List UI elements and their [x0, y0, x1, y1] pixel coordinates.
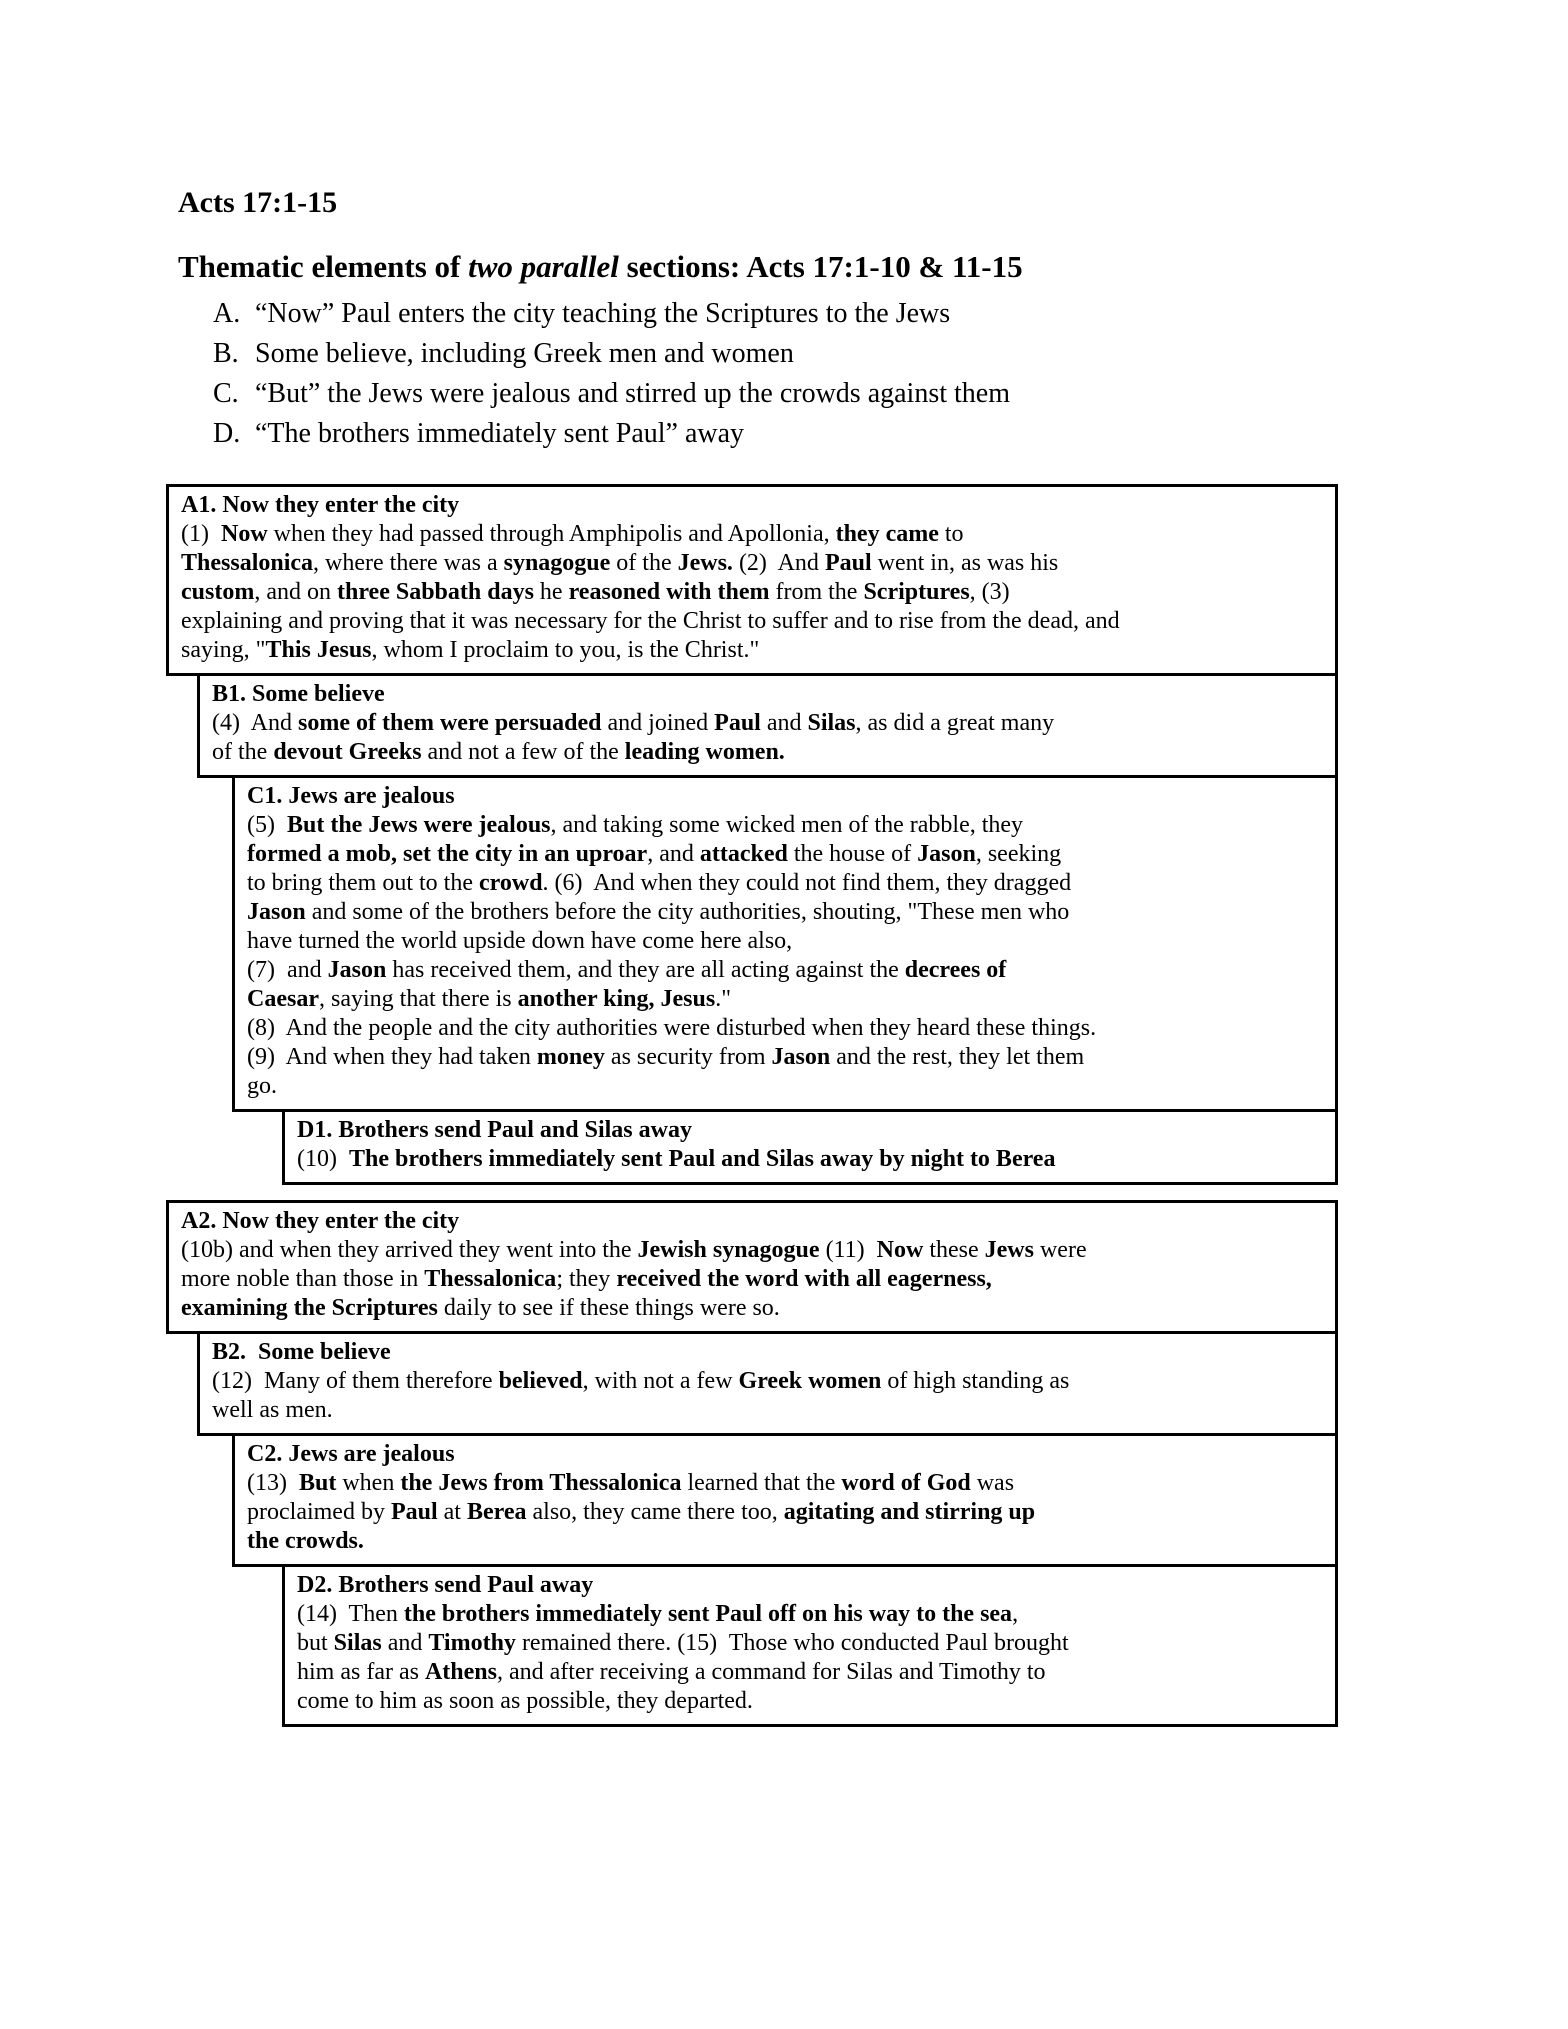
text: well as men. — [212, 1397, 333, 1424]
outline-letter: B. — [213, 338, 239, 370]
text: (5) — [247, 812, 287, 839]
page-title: Acts 17:1-15 — [178, 186, 338, 219]
bold-text: attacked — [699, 841, 788, 868]
bold-text: they came — [835, 521, 939, 548]
box-a1-line — [181, 578, 1321, 607]
outline-text: “But” the Jews were jealous and stirred up the crowds against them — [255, 378, 1011, 410]
bold-text: Jason — [771, 1044, 831, 1071]
text: from the — [769, 579, 864, 606]
text: (11) — [819, 1237, 877, 1264]
bold-text: Now — [876, 1237, 924, 1264]
box-d2-line — [297, 1600, 1321, 1629]
box-c1-heading: C1. Jews are jealous — [247, 783, 455, 810]
box-d2 — [282, 1564, 1338, 1727]
box-b2 — [197, 1331, 1338, 1436]
box-a1-line — [181, 520, 1321, 549]
bold-text: Jason — [247, 899, 306, 926]
bold-text: word of God — [841, 1470, 971, 1497]
text: and some of the brothers before the city authorities, shouting, "These men who — [305, 899, 1070, 926]
box-c1-line — [247, 840, 1321, 869]
text: and — [381, 1630, 429, 1657]
text: of high standing as — [881, 1368, 1070, 1395]
bold-text: formed a mob, set the city in an uproar — [247, 841, 648, 868]
box-c1-line — [247, 869, 1321, 898]
text: to — [938, 521, 964, 548]
bold-text: Timothy — [428, 1630, 516, 1657]
text: of the — [212, 739, 274, 766]
box-b1-line — [212, 738, 1321, 767]
text: of the — [610, 550, 678, 577]
box-b2-line — [212, 1396, 1321, 1425]
box-c2-line — [247, 1527, 1321, 1556]
text: , saying that there is — [318, 986, 518, 1013]
bold-text: leading women. — [624, 739, 785, 766]
box-c1-line — [247, 898, 1321, 927]
text: (1) — [181, 521, 221, 548]
text: , (3) — [969, 579, 1010, 606]
bold-text: But — [298, 1470, 337, 1497]
text: go. — [247, 1073, 277, 1100]
bold-text: Athens — [424, 1659, 497, 1686]
box-c1-line — [247, 1014, 1321, 1043]
text: as security from — [604, 1044, 772, 1071]
box-d1 — [282, 1109, 1338, 1185]
section-heading-prefix: Thematic elements of — [178, 248, 469, 284]
box-a2-heading: A2. Now they enter the city — [181, 1208, 460, 1235]
text: ; they — [556, 1266, 617, 1293]
box-d1-heading: D1. Brothers send Paul and Silas away — [297, 1117, 692, 1144]
bold-text: crowd — [478, 870, 543, 897]
bold-text: Jewish synagogue — [637, 1237, 820, 1264]
text: (8) And the people and the city authorities were disturbed when they heard these things. — [247, 1015, 1097, 1042]
text: (9) And when they had taken — [247, 1044, 537, 1071]
box-a1-line — [181, 549, 1321, 578]
text: (4) And — [212, 710, 298, 737]
box-d2-line — [297, 1687, 1321, 1716]
bold-text: Now — [220, 521, 268, 548]
box-a2-line — [181, 1236, 1321, 1265]
text: remained there. (15) Those who conducted Paul brought — [515, 1630, 1069, 1657]
text: , and taking some wicked men of the rabble, they — [550, 812, 1024, 839]
bold-text: Jason — [327, 957, 387, 984]
bold-text: Greek women — [738, 1368, 882, 1395]
bold-text: Paul — [714, 710, 761, 737]
text: at — [437, 1499, 467, 1526]
bold-text: Paul — [824, 550, 872, 577]
bold-text: another king, Jesus — [517, 986, 716, 1013]
box-b1 — [197, 673, 1338, 778]
text: , whom I proclaim to you, is the Christ." — [371, 637, 760, 664]
box-c1-line — [247, 956, 1321, 985]
bold-text: Silas — [333, 1630, 382, 1657]
bold-text: three Sabbath days — [336, 579, 534, 606]
box-b1-heading: B1. Some believe — [212, 681, 385, 708]
bold-text: Thessalonica — [424, 1266, 557, 1293]
bold-text: the Jews from Thessalonica — [400, 1470, 682, 1497]
outline-item-b — [213, 334, 1568, 374]
bold-text: Jason — [917, 841, 976, 868]
text: but — [297, 1630, 334, 1657]
text: (14) Then — [297, 1601, 404, 1628]
text: , where there was a — [313, 550, 504, 577]
section-heading — [178, 249, 1568, 285]
text: and joined — [601, 710, 715, 737]
bold-text: This Jesus — [265, 637, 372, 664]
bold-text: examining the Scriptures — [181, 1295, 438, 1322]
text: (10b) and when they arrived they went into the — [181, 1237, 638, 1264]
outline-letter: C. — [213, 378, 239, 410]
text: , seeking — [975, 841, 1062, 868]
box-c2-heading: C2. Jews are jealous — [247, 1441, 455, 1468]
bold-text: received the word with all eagerness, — [616, 1266, 992, 1293]
text: more noble than those in — [181, 1266, 425, 1293]
bold-text: Paul — [390, 1499, 438, 1526]
text: when — [336, 1470, 401, 1497]
section-heading-emphasis: two parallel — [468, 248, 619, 284]
text: went in, as was his — [871, 550, 1059, 577]
box-c1 — [232, 775, 1338, 1112]
bold-text: money — [536, 1044, 605, 1071]
box-c1-line — [247, 985, 1321, 1014]
text: (10) — [297, 1146, 349, 1173]
bold-text: Berea — [466, 1499, 527, 1526]
text: , and on — [254, 579, 337, 606]
box-a2-line — [181, 1265, 1321, 1294]
box-d2-heading: D2. Brothers send Paul away — [297, 1572, 594, 1599]
text: was — [970, 1470, 1015, 1497]
text: the house of — [787, 841, 918, 868]
text: (7) and — [247, 957, 328, 984]
bold-text: decrees of — [904, 957, 1007, 984]
text: when they had passed through Amphipolis and Apollonia, — [267, 521, 836, 548]
text: daily to see if these things were so. — [437, 1295, 780, 1322]
text: to bring them out to the — [247, 870, 479, 897]
bold-text: custom — [181, 579, 255, 606]
text: were — [1033, 1237, 1087, 1264]
box-d2-line — [297, 1629, 1321, 1658]
box-c2-line — [247, 1498, 1321, 1527]
text: saying, " — [181, 637, 266, 664]
text: (2) And — [732, 550, 825, 577]
outline-item-c — [213, 374, 1568, 414]
bold-text: Thessalonica — [181, 550, 314, 577]
bold-text: Silas — [807, 710, 856, 737]
text: , — [1012, 1601, 1019, 1628]
text: and the rest, they let them — [830, 1044, 1085, 1071]
text: he — [533, 579, 569, 606]
text: explaining and proving that it was necessary for the Christ to suffer and to rise from the dead, and — [181, 608, 1120, 635]
bold-text: believed — [498, 1368, 583, 1395]
box-c2-line — [247, 1469, 1321, 1498]
text: have turned the world upside down have come here also, — [247, 928, 793, 955]
text: . (6) And when they could not find them, they dragged — [542, 870, 1072, 897]
box-b2-line — [212, 1367, 1321, 1396]
thematic-outline — [213, 294, 1568, 454]
text: come to him as soon as possible, they departed. — [297, 1688, 753, 1715]
outline-letter: A. — [213, 298, 241, 330]
box-c1-line — [247, 927, 1321, 956]
text: these — [923, 1237, 985, 1264]
bold-text: Jews. — [677, 550, 733, 577]
text: , with not a few — [582, 1368, 739, 1395]
outline-item-a — [213, 294, 1568, 334]
boxes-container — [0, 484, 1568, 1727]
box-a2 — [166, 1200, 1338, 1334]
bold-text: synagogue — [503, 550, 611, 577]
text: and — [760, 710, 808, 737]
section-heading-suffix: sections: Acts 17:1-10 & 11-15 — [618, 248, 1023, 284]
text: (13) — [247, 1470, 299, 1497]
bold-text: some of them were persuaded — [298, 710, 602, 737]
bold-text: Caesar — [247, 986, 319, 1013]
box-c1-line — [247, 1043, 1321, 1072]
text: , and after receiving a command for Silas and Timothy to — [496, 1659, 1046, 1686]
box-c1-line — [247, 811, 1321, 840]
box-c2 — [232, 1433, 1338, 1567]
text: proclaimed by — [247, 1499, 391, 1526]
box-a1-heading: A1. Now they enter the city — [181, 492, 460, 519]
bold-text: reasoned with them — [568, 579, 770, 606]
bold-text: the crowds. — [247, 1528, 364, 1555]
text: has received them, and they are all acting against the — [386, 957, 905, 984]
bold-text: agitating and stirring up — [783, 1499, 1036, 1526]
box-b2-heading: B2. Some believe — [212, 1339, 391, 1366]
text: , as did a great many — [855, 710, 1055, 737]
box-a1-line — [181, 636, 1321, 665]
bold-text: Scriptures — [863, 579, 970, 606]
text: and not a few of the — [421, 739, 625, 766]
box-a1-line — [181, 607, 1321, 636]
box-b1-line — [212, 709, 1321, 738]
box-c1-line — [247, 1072, 1321, 1101]
text: ." — [715, 986, 732, 1013]
outline-item-d — [213, 414, 1568, 454]
text: also, they came there too, — [526, 1499, 784, 1526]
bold-text: The brothers immediately sent Paul and Silas away by night to Berea — [348, 1146, 1056, 1173]
bold-text: the brothers immediately sent Paul off on his way to the sea — [403, 1601, 1013, 1628]
box-d1-line — [297, 1145, 1321, 1174]
outline-text: “The brothers immediately sent Paul” away — [255, 418, 745, 450]
text: , and — [647, 841, 700, 868]
text: (12) Many of them therefore — [212, 1368, 499, 1395]
bold-text: Jews — [984, 1237, 1034, 1264]
text: him as far as — [297, 1659, 425, 1686]
box-a2-line — [181, 1294, 1321, 1323]
outline-letter: D. — [213, 418, 241, 450]
text: learned that the — [681, 1470, 842, 1497]
bold-text: But the Jews were jealous — [286, 812, 551, 839]
box-a1 — [166, 484, 1338, 676]
outline-text: Some believe, including Greek men and women — [255, 338, 794, 370]
box-d2-line — [297, 1658, 1321, 1687]
bold-text: devout Greeks — [273, 739, 422, 766]
outline-text: “Now” Paul enters the city teaching the Scriptures to the Jews — [255, 298, 951, 330]
